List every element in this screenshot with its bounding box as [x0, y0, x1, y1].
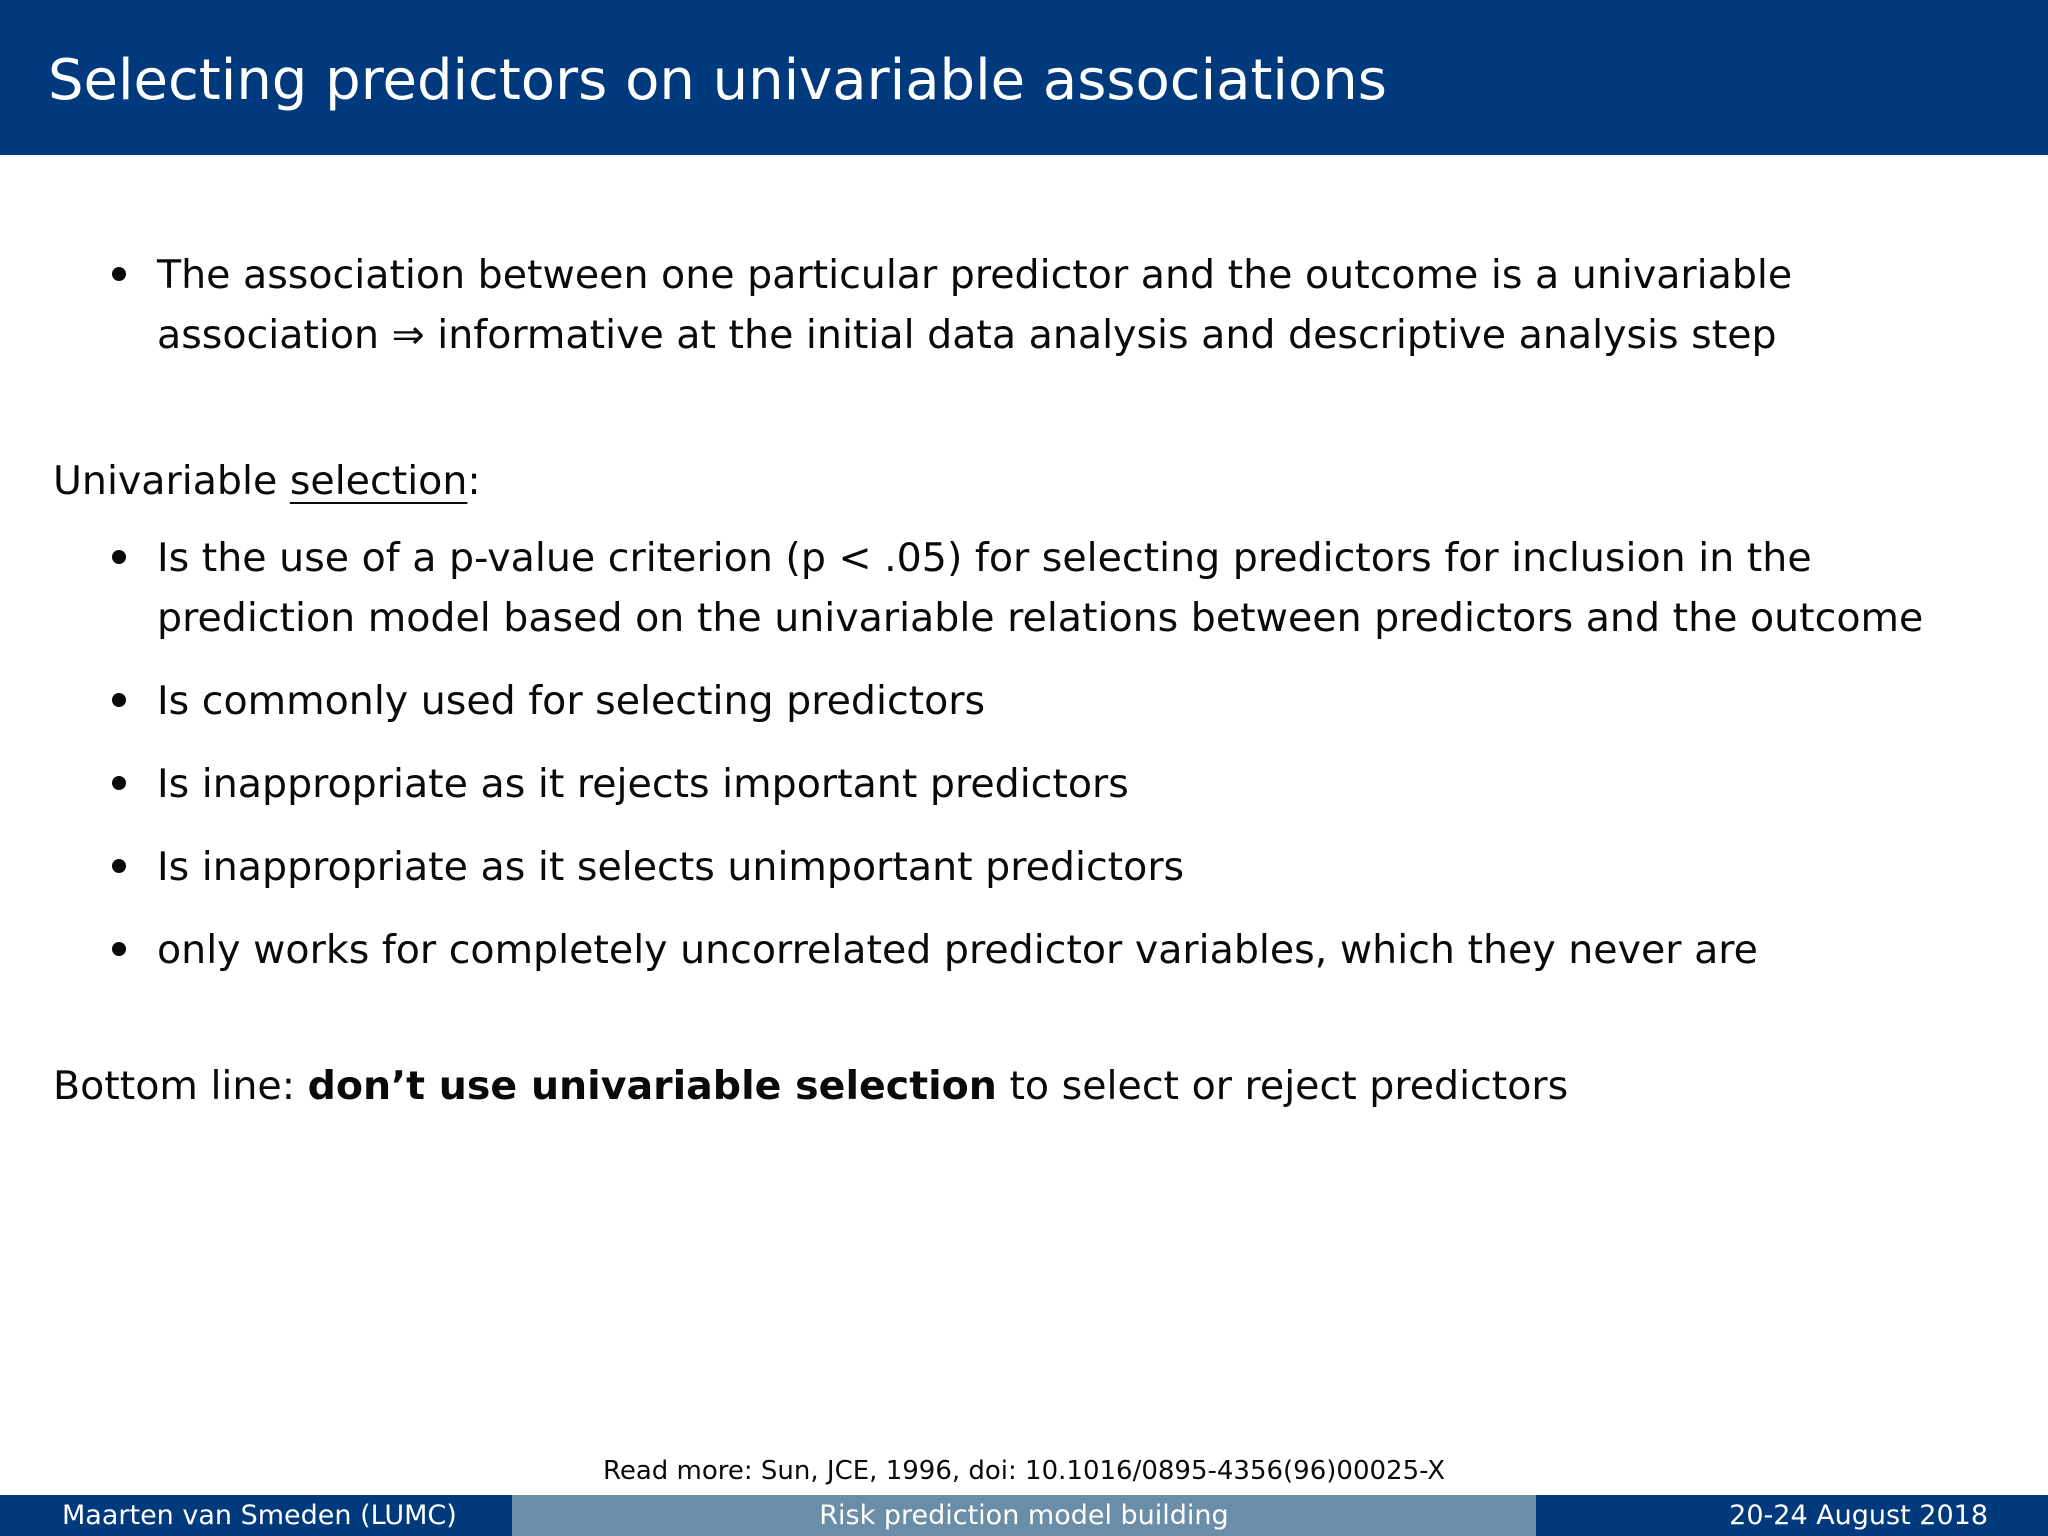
reference-note: Read more: Sun, JCE, 1996, doi: 10.1016/0895-4356(96)00025-X	[602, 1456, 1446, 1486]
bullet-text-line: Is the use of a p-value criterion (p < .05) for selecting predictors for inclusion in the	[157, 535, 1812, 581]
footer-date: 20-24 August 2018	[1536, 1495, 2048, 1536]
bottom-line-suffix: to select or reject predictors	[996, 1063, 1569, 1109]
bullet-text-line: association ⇒ informative at the initial data analysis and descriptive analysis step	[157, 312, 1777, 358]
bottom-line-statement	[53, 1056, 1568, 1116]
selection-bullet-list	[0, 528, 1923, 1003]
list-item	[0, 245, 1792, 365]
footer-author: Maarten van Smeden (LUMC)	[0, 1495, 512, 1536]
list-item	[0, 671, 1923, 731]
slide-title: Selecting predictors on univariable associations	[48, 48, 1387, 113]
bullet-text-line: Is inappropriate as it selects unimportant predictors	[157, 844, 1185, 890]
univariable-selection-heading	[53, 451, 481, 511]
bullet-icon	[112, 859, 126, 873]
list-item	[0, 837, 1923, 897]
heading-underlined-word: selection	[289, 458, 468, 504]
bullet-text-line: Is commonly used for selecting predictors	[157, 678, 986, 724]
list-item	[0, 754, 1923, 814]
bullet-text-line: only works for completely uncorrelated predictor variables, which they never are	[157, 927, 1758, 973]
bullet-text-line: Is inappropriate as it rejects important predictors	[157, 761, 1129, 807]
heading-suffix: :	[467, 458, 481, 504]
bullet-text-line: The association between one particular predictor and the outcome is a univariable	[157, 252, 1793, 298]
bullet-text-line: prediction model based on the univariable relations between predictors and the outcome	[157, 595, 1924, 641]
bullet-icon	[112, 942, 126, 956]
heading-prefix: Univariable	[53, 458, 290, 504]
footer-bar	[0, 1495, 2048, 1536]
list-item	[0, 920, 1923, 980]
bottom-line-emphasis: don’t use univariable selection	[307, 1063, 997, 1109]
bullet-icon	[112, 693, 126, 707]
bullet-icon	[112, 550, 126, 564]
bullet-icon	[112, 776, 126, 790]
title-bar	[0, 0, 2048, 155]
footer-course-title: Risk prediction model building	[512, 1495, 1536, 1536]
list-item	[0, 528, 1923, 648]
intro-bullet-list	[0, 245, 1792, 365]
bottom-line-prefix: Bottom line:	[53, 1063, 308, 1109]
bullet-icon	[112, 267, 126, 281]
